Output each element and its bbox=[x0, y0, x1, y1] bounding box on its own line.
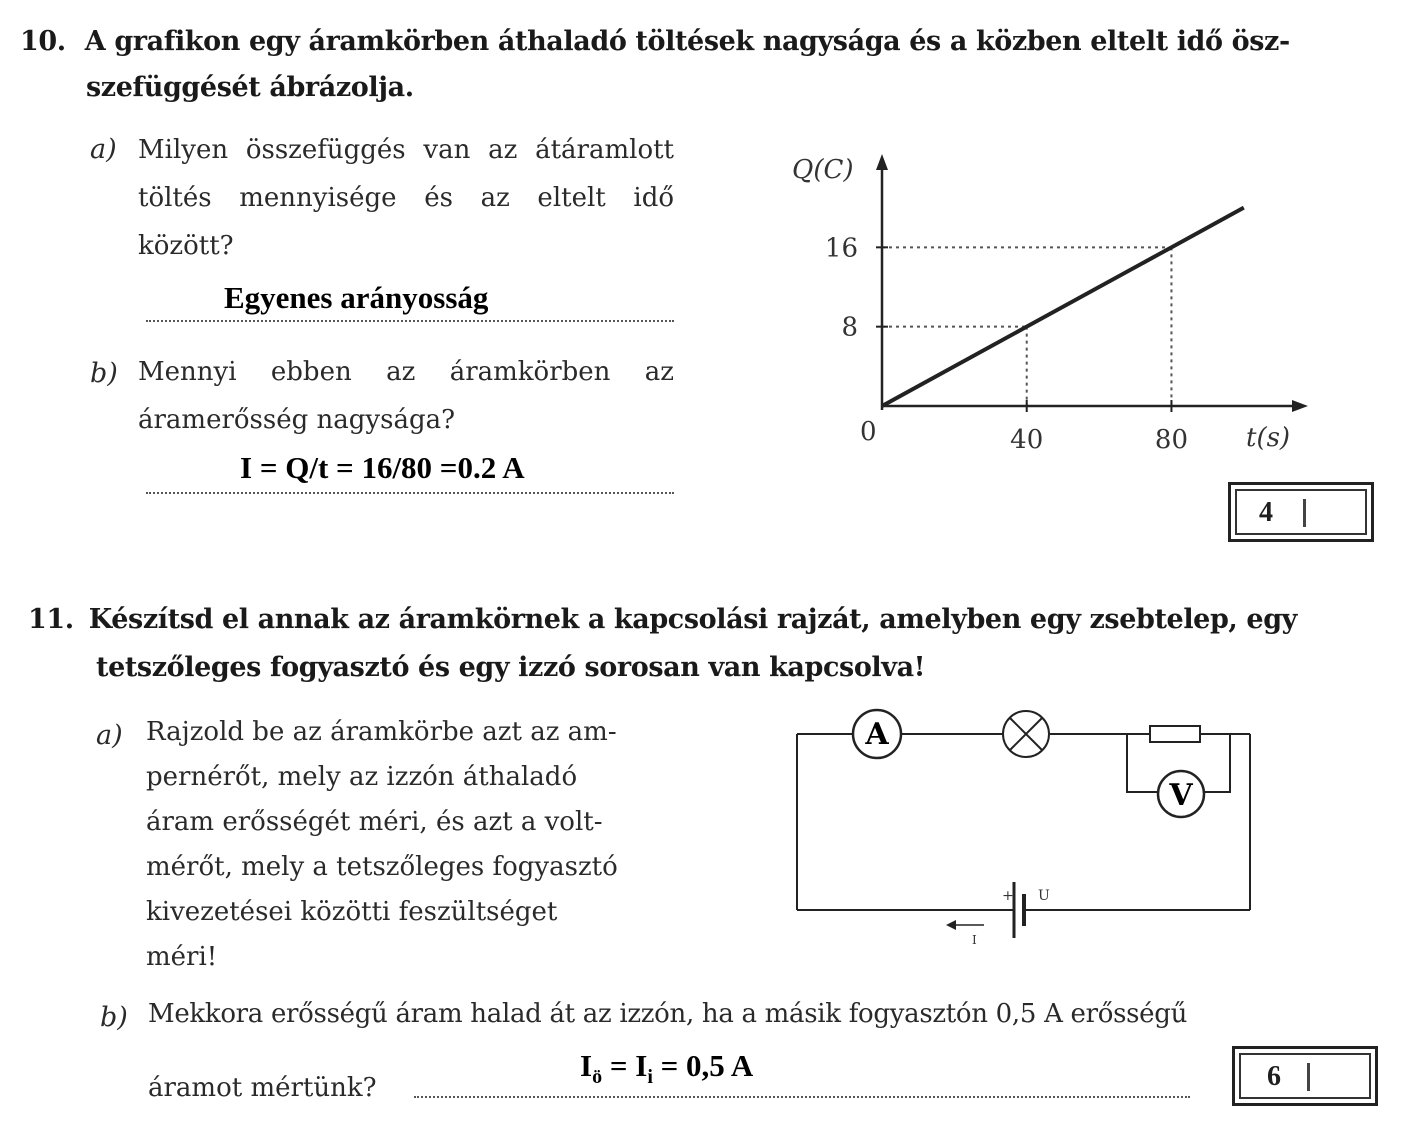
q11-b-text-line2: áramot mértünk? bbox=[148, 1073, 377, 1103]
chart-series-line bbox=[882, 208, 1244, 406]
q11-b-answer-line bbox=[414, 1096, 1190, 1098]
q10-b-label: b) bbox=[90, 358, 118, 389]
voltmeter-branch-right bbox=[1204, 734, 1230, 792]
q11-score-divider bbox=[1307, 1063, 1310, 1091]
chart-y-label: Q(C) bbox=[792, 155, 854, 185]
chart-x-arrow bbox=[1292, 400, 1308, 412]
chart-y-tick-label: 16 bbox=[824, 233, 858, 264]
q10-number: 10. bbox=[20, 26, 66, 57]
q11-score-box bbox=[1232, 1046, 1378, 1106]
q10-a-text: Milyen összefüggés van az átáramlott töltés mennyisége és az eltelt idő között? bbox=[138, 135, 674, 261]
resistor-icon bbox=[1150, 726, 1200, 742]
q10-b-answer[interactable]: I = Q/t = 16/80 =0.2 A bbox=[240, 450, 525, 485]
q11-a-label: a) bbox=[96, 720, 123, 751]
q10-title-line2: szefüggését ábrázolja. bbox=[86, 72, 414, 103]
q11-b-label: b) bbox=[100, 1002, 128, 1033]
q11-circuit bbox=[780, 700, 1280, 960]
q11-answer-sub2: i bbox=[647, 1066, 653, 1089]
chart-origin-label: 0 bbox=[860, 417, 877, 447]
q11-title-line2: tetszőleges fogyasztó és egy izzó sorosan van kapcsolva! bbox=[96, 652, 926, 683]
q11-answer-eq: = I bbox=[609, 1048, 648, 1083]
q11-b-answer[interactable] bbox=[580, 1048, 753, 1089]
q10-title-line1: A grafikon egy áramkörben áthaladó töltések nagysága és a közben eltelt idő ösz- bbox=[84, 26, 1290, 57]
q11-a-line-5: kivezetései közötti feszültséget bbox=[146, 897, 558, 927]
q10-b-text: Mennyi ebben az áramkörben az áramerősség nagysága? bbox=[138, 357, 674, 435]
ammeter-label: A bbox=[865, 717, 889, 752]
q11-b-text-line1: Mekkora erősségű áram halad át az izzón, ha a másik fogyasztón 0,5 A erősségű bbox=[148, 999, 1188, 1029]
current-label: I bbox=[972, 933, 977, 947]
q11-answer-I1: I bbox=[580, 1048, 593, 1083]
battery-plus-label: + bbox=[1002, 888, 1014, 904]
q11-a-line-3: áram erősségét méri, és azt a volt- bbox=[146, 807, 603, 837]
q10-score: 4 bbox=[1259, 497, 1273, 528]
q11-title bbox=[28, 602, 1408, 638]
q11-title-line1: Készítsd el annak az áramkörnek a kapcsolási rajzát, amelyben egy zsebtelep, egy bbox=[88, 604, 1297, 635]
battery-voltage-label: U bbox=[1038, 888, 1050, 904]
q11-a-line-4: mérőt, mely a tetszőleges fogyasztó bbox=[146, 852, 618, 882]
q11-a-text bbox=[146, 710, 680, 980]
voltmeter-label: V bbox=[1169, 778, 1193, 813]
q10-chart bbox=[780, 140, 1320, 470]
q11-score: 6 bbox=[1267, 1061, 1281, 1092]
q11-answer-rest: = 0,5 A bbox=[660, 1048, 754, 1083]
q10-a-label: a) bbox=[90, 134, 117, 165]
q10-a-answer[interactable]: Egyenes arányosság bbox=[224, 280, 489, 315]
q11-a-line-6: méri! bbox=[146, 942, 218, 972]
chart-y-tick-label: 8 bbox=[841, 312, 858, 343]
q10-score-divider bbox=[1303, 499, 1306, 527]
q11-a-line-1: Rajzold be az áramkörbe azt az am- bbox=[146, 717, 617, 747]
q11-answer-sub1: ö bbox=[592, 1066, 603, 1089]
chart-y-arrow bbox=[876, 154, 888, 170]
chart-x-tick-label: 40 bbox=[1010, 425, 1044, 455]
current-arrow-head bbox=[946, 920, 956, 930]
chart-x-tick-label: 80 bbox=[1154, 425, 1189, 455]
chart-x-label: t(s) bbox=[1246, 423, 1291, 453]
q10-score-box bbox=[1228, 482, 1374, 542]
q10-title bbox=[20, 24, 1400, 60]
q11-a-line-2: pernérőt, mely az izzón áthaladó bbox=[146, 762, 578, 792]
q10-a-answer-line bbox=[146, 320, 674, 322]
q10-b-answer-line bbox=[146, 492, 674, 494]
q11-number: 11. bbox=[28, 604, 74, 635]
